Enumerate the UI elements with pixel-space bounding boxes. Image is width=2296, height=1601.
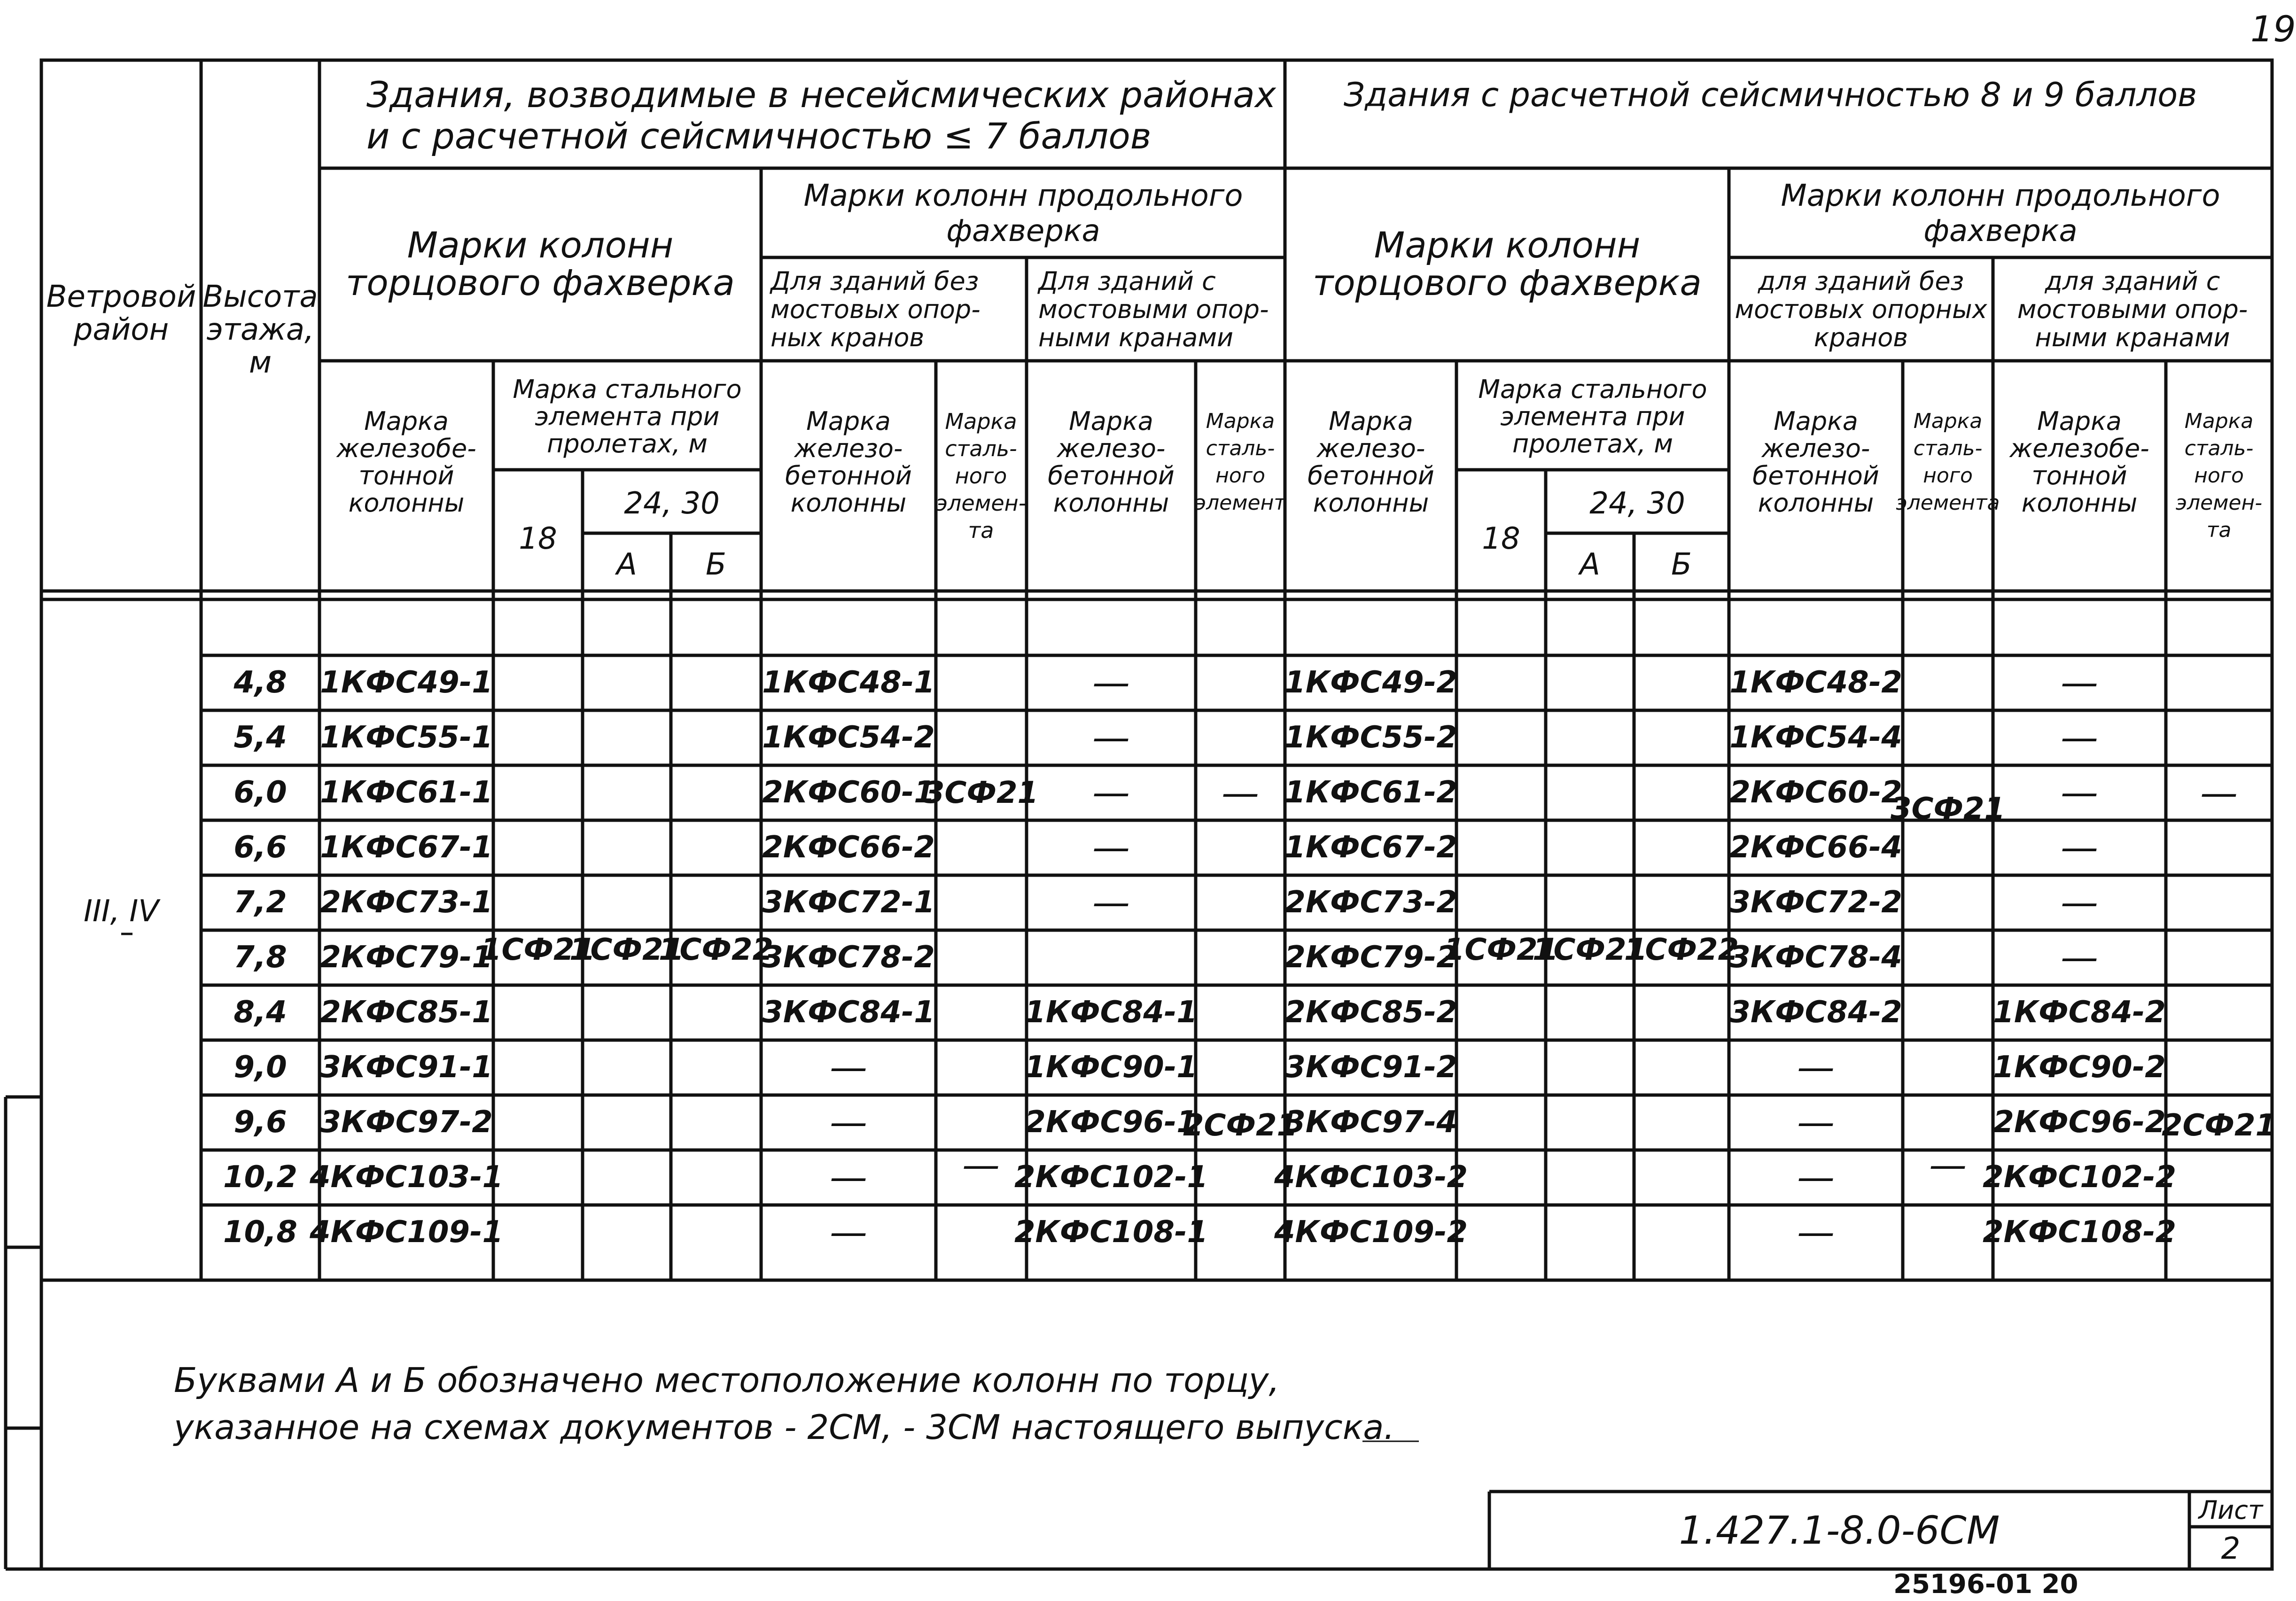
table-cell: — xyxy=(1092,770,1130,814)
table-cell: 8,4 xyxy=(233,995,287,1030)
sub-steel-long-right-3: ного xyxy=(2194,464,2244,488)
sub-rc-end-left-2: железобе- xyxy=(336,434,476,463)
table-cell: 3КФС72-1 xyxy=(762,885,935,920)
page-number: 19 xyxy=(2250,8,2296,50)
span-a-left: А xyxy=(616,547,637,582)
table-cell: 1КФС67-1 xyxy=(320,830,493,865)
hdr-no-crane-left-3: ных кранов xyxy=(771,323,925,352)
table-cell: 6,6 xyxy=(233,830,287,865)
merged-steel-crane-top-left: — xyxy=(1222,771,1259,815)
table-cell: 2КФС60-2 xyxy=(1729,775,1902,810)
sheet-label: Лист xyxy=(2198,1495,2263,1525)
table-cell: — xyxy=(1797,1210,1835,1254)
table-cell: 4,8 xyxy=(233,665,287,700)
table-cell: 1КФС54-4 xyxy=(1729,720,1902,755)
table-cell: — xyxy=(1092,661,1130,704)
table-cell: — xyxy=(2061,935,2098,979)
sub-rc-crane-right-3: тонной xyxy=(2031,461,2127,490)
sub-rc-end-left-4: колонны xyxy=(348,488,465,518)
hdr-end-marks-right-2: торцового фахверка xyxy=(1313,262,1702,303)
sub-rc-crane-right-2: железобе- xyxy=(2009,434,2149,463)
sub-steel-end-right-3: пролетах, м xyxy=(1512,429,1673,459)
hdr-crane-right-2: мостовыми опор- xyxy=(2017,295,2248,324)
sub-rc-end-right-4: колонны xyxy=(1313,488,1429,518)
table-cell: 10,8 xyxy=(223,1215,297,1250)
sub-rc-end-right-1: Марка xyxy=(1329,406,1413,436)
table-cell: — xyxy=(1797,1155,1835,1199)
sub-rc-long-right-1: Марка xyxy=(1774,406,1858,436)
sub-rc-crane-right-4: колонны xyxy=(2021,488,2138,518)
span-2430-right: 24, 30 xyxy=(1589,486,1685,521)
table-cell: 3КФС97-4 xyxy=(1284,1105,1457,1140)
hdr-end-marks-left-1: Марки колонн xyxy=(407,224,674,266)
merged-steel-b-right: 1СФ22 xyxy=(1624,933,1739,967)
merged-steel-a-left: 1СФ21 xyxy=(569,933,685,967)
table-cell: — xyxy=(830,1100,867,1144)
span-b-right: Б xyxy=(1671,547,1692,582)
hdr-crane-right-1: для зданий с xyxy=(2045,266,2220,296)
sub-rc-long-right-2: железо- xyxy=(1761,434,1870,463)
table-cell: — xyxy=(1797,1100,1835,1144)
hdr-no-crane-left-2: мостовых опор- xyxy=(771,295,981,324)
table-cell: 1КФС90-2 xyxy=(1993,1050,2166,1085)
sub-steel-elem-left-2: сталь- xyxy=(1206,436,1275,460)
note-line-1: Буквами А и Б обозначено местоположение колонн по торцу, xyxy=(174,1360,1280,1400)
table-cell: 2КФС66-4 xyxy=(1729,830,1902,865)
table-cell: 6,0 xyxy=(233,775,287,810)
sub-rc-long-left-1: Марка xyxy=(806,406,891,436)
hdr-end-marks-right-1: Марки колонн xyxy=(1374,224,1641,266)
sub-rc-end-left-1: Марка xyxy=(364,406,449,436)
table-cell: 1КФС84-1 xyxy=(1025,995,1198,1030)
table-cell: 2КФС79-2 xyxy=(1284,940,1457,975)
table-cell: 3КФС97-2 xyxy=(320,1105,493,1140)
sub-steel-long-right-4: элемен- xyxy=(2175,491,2263,515)
sub-steel-long-left-4: элемен- xyxy=(935,490,1027,516)
sub-rc-crane-left-2: железо- xyxy=(1057,434,1166,463)
table-cell: 1КФС61-2 xyxy=(1284,775,1457,810)
sub-steel-long-right-5: та xyxy=(2206,518,2232,542)
sub-steel-end-right-2: элемента при xyxy=(1500,402,1685,431)
hdr-long-marks-left-1: Марки колонн продольного xyxy=(803,179,1243,213)
merged-steel-18-left: 1СФ21 xyxy=(480,933,596,967)
table-cell: 3КФС78-4 xyxy=(1729,940,1902,975)
table-cell: 2КФС73-2 xyxy=(1284,885,1457,920)
sub-steel-elem-right-1: Марка xyxy=(1913,409,1983,433)
table-cell: — xyxy=(2061,880,2098,924)
sub-rc-end-left-3: тонной xyxy=(358,461,454,490)
table-cell: 9,0 xyxy=(233,1050,287,1085)
table-cell: — xyxy=(2061,825,2098,869)
sub-steel-long-right-1: Марка xyxy=(2184,409,2254,433)
hdr-no-crane-right-1: для зданий без xyxy=(1758,266,1964,296)
merged-steel-18-right: 1СФ21 xyxy=(1443,933,1559,967)
hdr-crane-left-1: Для зданий с xyxy=(1038,266,1216,296)
table-cell: 1КФС84-2 xyxy=(1993,995,2166,1030)
table-cell: 1КФС61-1 xyxy=(320,775,493,810)
hdr-no-crane-right-2: мостовых опорных xyxy=(1735,295,1987,324)
sub-steel-end-left-3: пролетах, м xyxy=(547,429,708,459)
sub-steel-long-left-1: Марка xyxy=(945,409,1017,434)
table-cell: — xyxy=(1797,1045,1835,1089)
table-cell: 4КФС109-1 xyxy=(310,1215,503,1250)
col-header-wind-2: район xyxy=(73,312,169,347)
hdr-crane-right-3: ными кранами xyxy=(2035,323,2230,352)
span-18-right: 18 xyxy=(1482,521,1520,556)
sub-steel-elem-left-3: ного xyxy=(1215,464,1265,488)
merged-steel-long-top-right: 3СФ21 xyxy=(1890,792,2006,826)
table-cell: — xyxy=(1092,825,1130,869)
merged-steel-b-left: 1СФ22 xyxy=(658,933,774,967)
table-cell: 1КФС90-1 xyxy=(1025,1050,1198,1085)
table-cell: — xyxy=(830,1045,867,1089)
sub-steel-long-left-2: сталь- xyxy=(945,436,1017,461)
group-header-seismic: Здания с расчетной сейсмичностью 8 и 9 баллов xyxy=(1344,76,2197,114)
hdr-crane-left-3: ными кранами xyxy=(1038,323,1234,352)
table-cell: 2КФС102-2 xyxy=(1983,1160,2176,1195)
table-cell: 1КФС55-2 xyxy=(1284,720,1457,755)
table-cell: 2КФС60-1 xyxy=(762,775,935,810)
table-cell: 1КФС48-1 xyxy=(762,665,935,700)
wind-region-value: III, IV xyxy=(84,894,159,929)
col-header-height-2: этажа, xyxy=(206,312,314,347)
hdr-end-marks-left-2: торцового фахверка xyxy=(346,262,735,303)
sub-rc-long-right-3: бетонной xyxy=(1752,461,1879,490)
table-cell: 2КФС96-2 xyxy=(1993,1105,2166,1140)
table-cell: 10,2 xyxy=(223,1160,297,1195)
sub-rc-long-left-2: железо- xyxy=(794,434,903,463)
sub-steel-end-left-1: Марка стального xyxy=(513,374,742,404)
table-cell: 2КФС85-1 xyxy=(320,995,493,1030)
sheet-number: 2 xyxy=(2221,1531,2241,1566)
sub-steel-end-left-2: элемента при xyxy=(535,402,720,431)
sub-steel-long-right-2: сталь- xyxy=(2184,436,2254,460)
table-cell: 1КФС67-2 xyxy=(1284,830,1457,865)
merged-steel-long-bottom-left: — xyxy=(962,1143,1000,1187)
sub-steel-elem-left-4: элемент xyxy=(1194,491,1286,515)
sub-rc-crane-left-4: колонны xyxy=(1053,488,1169,518)
table-cell: — xyxy=(830,1210,867,1254)
hdr-long-marks-right-1: Марки колонн продольного xyxy=(1781,179,2220,213)
col-header-height-1: Высота xyxy=(202,280,318,314)
sub-rc-long-right-4: колонны xyxy=(1758,488,1874,518)
sub-steel-long-left-3: ного xyxy=(955,463,1007,489)
table-cell: 1КФС54-2 xyxy=(762,720,935,755)
table-cell: 2КФС108-2 xyxy=(1983,1215,2176,1250)
table-cell: 2КФС85-2 xyxy=(1284,995,1457,1030)
table-cell: 3КФС91-1 xyxy=(320,1050,493,1085)
table-cell: — xyxy=(1092,715,1130,759)
sub-steel-elem-right-3: ного xyxy=(1923,464,1973,488)
note-line-2: указанное на схемах документов - 2СМ, - 3СМ настоящего выпуска. xyxy=(174,1407,1395,1447)
merged-steel-crane-top-right: — xyxy=(2200,771,2238,815)
span-2430-left: 24, 30 xyxy=(624,486,720,521)
table-cell: 1КФС49-2 xyxy=(1284,665,1457,700)
table-cell: 2КФС73-1 xyxy=(320,885,493,920)
hdr-no-crane-right-3: кранов xyxy=(1813,323,1908,352)
sub-rc-end-right-3: бетонной xyxy=(1308,461,1434,490)
sub-steel-elem-right-4: элемента xyxy=(1896,491,2000,515)
sub-steel-elem-left-1: Марка xyxy=(1206,409,1275,433)
table-cell: 2КФС108-1 xyxy=(1014,1215,1208,1250)
span-18-left: 18 xyxy=(519,521,557,556)
table-cell: — xyxy=(830,1155,867,1199)
hdr-long-marks-left-2: фахверка xyxy=(946,214,1100,249)
table-cell: 2КФС96-1 xyxy=(1025,1105,1198,1140)
table-cell: 1КФС55-1 xyxy=(320,720,493,755)
sub-rc-crane-left-3: бетонной xyxy=(1048,461,1175,490)
table-cell: — xyxy=(2061,715,2098,759)
sub-rc-crane-left-1: Марка xyxy=(1069,406,1153,436)
table-cell: 3КФС91-2 xyxy=(1284,1050,1457,1085)
table-cell: 7,2 xyxy=(233,885,287,920)
merged-steel-crane-bottom-right: 2СФ21 xyxy=(2161,1108,2277,1143)
hdr-crane-left-2: мостовыми опор- xyxy=(1038,295,1269,324)
document-code: 1.427.1-8.0-6СМ xyxy=(1679,1508,2000,1553)
merged-steel-crane-bottom-left: 2СФ21 xyxy=(1183,1108,1298,1143)
footer-code: 25196-01 20 xyxy=(1893,1569,2078,1600)
col-header-height-3: м xyxy=(249,345,272,380)
table-cell: — xyxy=(2061,770,2098,814)
table-cell: 3КФС84-1 xyxy=(762,995,935,1030)
group-header-nonseismic-line2: и с расчетной сейсмичностью ≤ 7 баллов xyxy=(366,115,1152,157)
sub-rc-long-left-3: бетонной xyxy=(785,461,912,490)
sub-rc-long-left-4: колонны xyxy=(790,488,907,518)
table-cell: 3КФС72-2 xyxy=(1729,885,1902,920)
table-cell: — xyxy=(2061,661,2098,704)
sub-steel-elem-right-2: сталь- xyxy=(1913,436,1983,460)
table-cell: 9,6 xyxy=(233,1105,287,1140)
sub-rc-end-right-2: железо- xyxy=(1316,434,1425,463)
merged-steel-long-bottom-right: — xyxy=(1929,1143,1967,1187)
table-cell: 4КФС109-2 xyxy=(1274,1215,1468,1250)
table-cell: 4КФС103-2 xyxy=(1274,1160,1468,1195)
table-cell: 4КФС103-1 xyxy=(310,1160,503,1195)
table-cell: 1КФС49-1 xyxy=(320,665,493,700)
group-header-nonseismic-line1: Здания, возводимые в несейсмических районах xyxy=(366,74,1276,116)
hdr-no-crane-left-1: Для зданий без xyxy=(771,266,979,296)
sub-steel-end-right-1: Марка стального xyxy=(1478,374,1707,404)
table-cell: 2КФС102-1 xyxy=(1014,1160,1208,1195)
span-b-left: Б xyxy=(706,547,726,582)
table-cell: 5,4 xyxy=(233,720,287,755)
hdr-long-marks-right-2: фахверка xyxy=(1923,214,2078,249)
sub-rc-crane-right-1: Марка xyxy=(2037,406,2122,436)
merged-steel-a-right: 1СФ21 xyxy=(1532,933,1648,967)
merged-steel-long-top-left: 3СФ21 xyxy=(923,776,1039,810)
table-cell: 3КФС84-2 xyxy=(1729,995,1902,1030)
table-cell: — xyxy=(1092,880,1130,924)
table-cell: 7,8 xyxy=(233,940,287,975)
table-cell: 1КФС48-2 xyxy=(1729,665,1902,700)
col-header-wind-1: Ветровой xyxy=(46,280,196,314)
table-cell: 2КФС79-1 xyxy=(320,940,493,975)
table-cell: 3КФС78-2 xyxy=(762,940,935,975)
span-a-right: А xyxy=(1580,547,1600,582)
table-cell: 2КФС66-2 xyxy=(762,830,935,865)
sub-steel-long-left-5: та xyxy=(968,518,994,543)
